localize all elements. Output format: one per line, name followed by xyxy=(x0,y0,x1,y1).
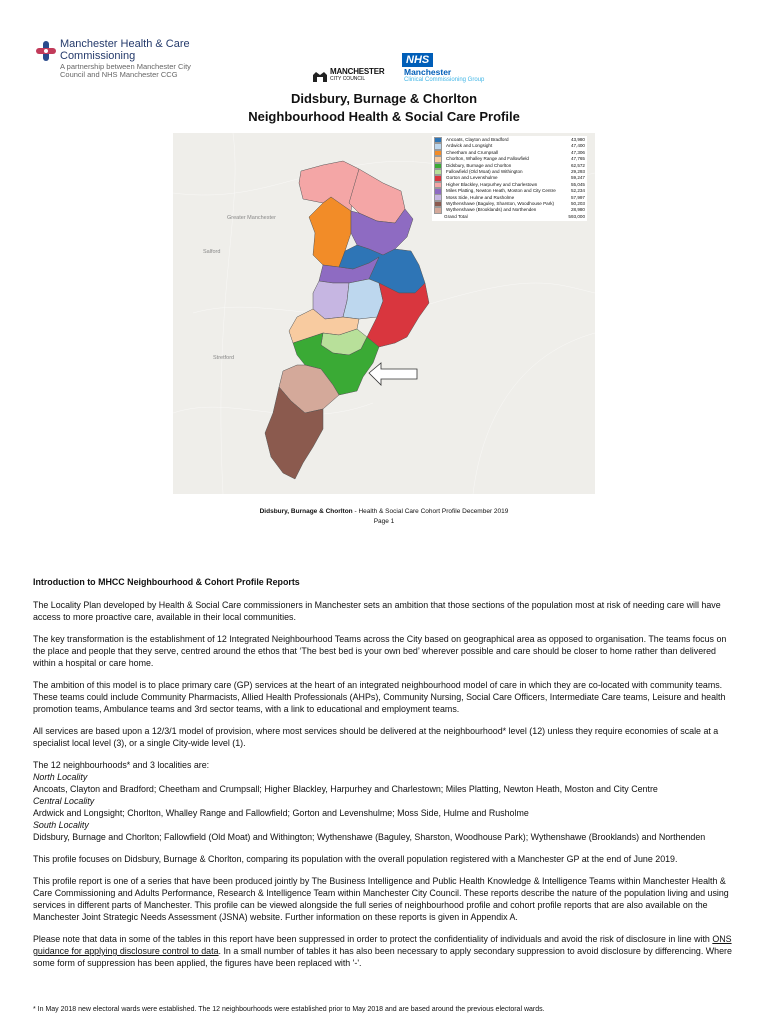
legend-value: 59,247 xyxy=(570,175,585,181)
paragraph-1: The Locality Plan developed by Health & Social Care commissioners in Manchester sets an ambition that those sections of the population most at risk of needing care will have access to more proactive care, available in their local communities. xyxy=(33,600,721,622)
legend-label: Didsbury, Burnage and Chorlton xyxy=(446,162,512,168)
legend-value: 47,306 xyxy=(570,149,585,155)
legend-value: 47,765 xyxy=(570,156,585,162)
intro-section xyxy=(33,576,738,979)
legend-label: Gorton and Levenshulme xyxy=(446,175,498,181)
intro-heading: Introduction to MHCC Neighbourhood & Cohort Profile Reports xyxy=(33,577,300,587)
map-label-stretford: Stretford xyxy=(213,355,235,361)
legend-label: Fallowfield (Old Moat) and Withington xyxy=(446,168,523,174)
legend-row xyxy=(434,214,585,220)
legend-value: 593,000 xyxy=(568,213,585,219)
map-label-greater-manchester: Greater Manchester xyxy=(227,215,276,221)
caption-bold: Didsbury, Burnage & Chorlton xyxy=(259,508,353,515)
legend-label: Grand Total xyxy=(444,213,468,219)
paragraph-6: This profile report is one of a series that have been produced jointly by The Business Intelligence and Public Health Knowledge & Intelligence Teams within Manchester Health & Care Commissioning and Adults Performance, Research & Intelligence Team within Manchester City Council. These reports describe the nature of the population living and using services in different parts of Manchester. This profile can be viewed alongside the full series of neighbourhood profile and cohort profile reports that are also available on the Manchester Joint Strategic Needs Assessment (JSNA) website. Further information on these reports is given in Appendix A. xyxy=(33,876,729,922)
ons-guidance-link[interactable]: ONS guidance for applying disclosure control to data xyxy=(33,934,732,956)
page-number: Page 1 xyxy=(373,518,395,525)
legend-value: 62,572 xyxy=(570,162,585,168)
south-locality-list: Didsbury, Burnage and Chorlton; Fallowfield (Old Moat) and Withington; Wythenshawe (Baguley, Sharston, Woodhouse Park); Wythenshawe (Brooklands) and Northenden xyxy=(33,832,706,842)
nhs-org-name: Manchester xyxy=(404,67,452,77)
legend-label: Wythenshawe (Brooklands) and Northenden xyxy=(446,207,537,213)
nhs-manchester-ccg-logo xyxy=(402,53,502,87)
mhcc-partnership: A partnership between Manchester City Council and NHS Manchester CCG xyxy=(60,62,191,79)
central-locality-title: Central Locality xyxy=(33,796,95,806)
legend-label: Wythenshawe (Baguley, Sharston, Woodhouse Park) xyxy=(446,200,555,206)
north-locality-title: North Locality xyxy=(33,772,88,782)
legend-value: 29,293 xyxy=(570,168,585,174)
legend-value: 47,400 xyxy=(570,143,585,149)
legend-value: 43,980 xyxy=(570,137,585,142)
north-locality-list: Ancoats, Clayton and Bradford; Cheetham and Crumpsall; Higher Blackley, Harpurhey and Charlestown; Miles Platting, Newton Heath, Moston and City Centre xyxy=(33,784,658,794)
paragraph-2: The key transformation is the establishment of 12 Integrated Neighbourhood Teams across the City based on geographical area as opposed to organisation. The teams focus on the place and people that they serve, centred around the ethos that ‘The best bed is your own bed’ wherever possible and care should be closer to home rather than delivered within a hospital or care home. xyxy=(33,634,727,668)
legend-label: Higher Blackley, Harpurhey and Charlestown xyxy=(446,181,538,187)
legend-value: 50,203 xyxy=(570,200,585,206)
city-council-crest-icon xyxy=(312,69,328,83)
area-ardwick xyxy=(343,279,383,319)
localities-list xyxy=(33,759,738,843)
map-pointer-arrow xyxy=(369,363,417,385)
caption-rest: - Health & Social Care Cohort Profile December 2019 xyxy=(352,508,509,515)
legend-value: 55,045 xyxy=(570,181,585,187)
mhcc-name: Manchester Health & Care Commissioning xyxy=(60,38,190,62)
page-caption xyxy=(0,507,768,527)
legend-label: Ardwick and Longsight xyxy=(446,143,493,149)
legend-value: 52,234 xyxy=(570,188,585,194)
legend-label: Miles Platting, Newton Heath, Moston and City Centre xyxy=(446,188,556,194)
map-legend xyxy=(432,136,587,221)
title-line-1: Didsbury, Burnage & Chorlton xyxy=(290,91,478,106)
legend-value: 28,980 xyxy=(570,207,585,213)
map-label-salford: Salford xyxy=(203,249,221,255)
paragraph-7: Please note that data in some of the tables in this report have been suppressed in order to protect the confidentiality of individuals and avoid the risk of disclosure in line with ONS guidance for applying disclosure control to data. In a small number of tables it has also been necessary to apply secondary suppression to avoid disclosure by differencing. Where some form of suppression has been applied, the figures have been replaced with '-'. xyxy=(33,934,732,968)
mhcc-logo xyxy=(36,38,206,86)
manchester-city-council-logo: MANCHESTER CITY COUNCIL xyxy=(312,68,402,84)
legend-swatch xyxy=(434,215,440,220)
nhs-badge: NHS xyxy=(402,53,433,67)
mhcc-cross-icon xyxy=(36,40,56,62)
legend-value: 57,997 xyxy=(570,194,585,200)
paragraph-4: All services are based upon a 12/3/1 model of provision, where most services should be delivered at the neighbourhood* level (12) unless they require economies of scale at a specialist local level (3), or a single City-wide level (1). xyxy=(33,726,719,748)
title-line-2: Neighbourhood Health & Social Care Profile xyxy=(248,109,520,124)
central-locality-list: Ardwick and Longsight; Chorlton, Whalley Range and Fallowfield; Gorton and Levenshulme; Moss Side, Hulme and Rusholme xyxy=(33,808,529,818)
south-locality-title: South Locality xyxy=(33,820,89,830)
legend-label: Cheetham and Crumpsall xyxy=(446,149,499,155)
paragraph-3: The ambition of this model is to place primary care (GP) services at the heart of an integrated neighbourhood model of care in which they are co-located with community teams. These teams could include Community Pharmacists, Allied Health Professionals (AHPs), Community Nursing, Social Care Officers, Intermediate Care teams, Leisure and health promotion teams, Ambulance teams and 3rd sector teams, with a link to educational and employment teams. xyxy=(33,680,726,714)
nhs-org-sub: Clinical Commissioning Group xyxy=(404,77,485,83)
list-intro: The 12 neighbourhoods* and 3 localities are: xyxy=(33,760,210,770)
paragraph-5: This profile focuses on Didsbury, Burnage & Chorlton, comparing its population with the overall population registered with a Manchester GP at the end of June 2019. xyxy=(33,854,678,864)
legend-label: Ancoats, Clayton and Bradford xyxy=(446,137,509,142)
legend-swatch xyxy=(434,207,442,214)
legend-label: Moss Side, Hulme and Rusholme xyxy=(446,194,515,200)
legend-label: Chorlton, Whalley Range and Fallowfield xyxy=(446,156,529,162)
page-title xyxy=(0,90,768,126)
footnote: * In May 2018 new electoral wards were established. The 12 neighbourhoods were established prior to May 2018 and are based around the previous electoral wards. xyxy=(33,1006,545,1013)
